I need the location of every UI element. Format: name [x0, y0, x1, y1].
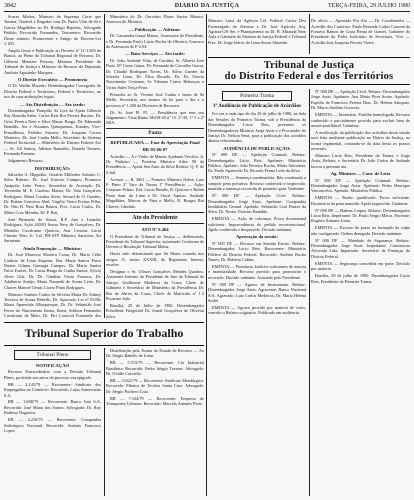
paragraph: Soares Muñoz, Ministro da Suprema Corte que Tatiana, Tetrável e Brigadas com Dr. Paulo Vilar de Sá e Garcia Magalhães ao Dr. Rodrigo Baptista, Advogado Pedido; Recorrido Fernandes, Tesoureiro: Recorrido Desse número, Promovente e Antigo do Decreto-Lei 1.100.	[4, 14, 101, 47]
ato-presidente-heading: Ato do Presidente	[106, 212, 204, 224]
paragraph: Dr. João Andrade Vilar, de Curitiba, Sr. Alberto José Pinto 10º Curso Gama, Dr. Fernando de Carvalho Garrai, Dr. Cláudio Rodrigues Torres, Dr. Sílvio Guedes da Silveira Lima, Dr. Elisa Rosado, Dr. Dr. Otavio Nascimento Cestenao, Sr. Fabiana Castro Rebouças e Victor Sales Terça-Feira.	[106, 57, 204, 90]
paragraph: Brasília, 29 de julho de 1980. Desembargador Lúcio Reis, Presidente da Primeira Turma.	[311, 273, 410, 284]
paragraph: Amplo Gesto e Publicação ao Decreto nº 11-1.003 de Bastos, ao Pleno do Tribunal Regional de Recurso, Dr. Gilberto Menezes Peixoto, Ministro Presidente do Tribunal de Justiça e Ministro do Recurso do Deputado Antônio Agostinho Marques.	[4, 47, 101, 75]
section-heading: ATO Nº 5.404	[141, 227, 169, 233]
paragraph: Nº 000 DF — Apelação Cível. Relator: Desembargador Jorge Assis. Apelante: Companhia Imobiliária Central. Apelado: Sebastião Leal Fontes da Silva. Dr. Nestor Vinícius Brandão.	[208, 193, 306, 215]
column-rule	[104, 348, 105, 496]
section-heading: — Ato Distribuição — Ato tardo:	[19, 101, 86, 107]
tst-column-1	[4, 348, 101, 496]
section-heading: NOTIFICAÇÃO	[35, 363, 70, 368]
journal-title: DIARIO DA JUSTIÇA	[174, 3, 240, 9]
paragraph: Recurso Extraordinário com a Decisão Tribunal Pleno, proferida nos autos do processo em epígrafe.	[4, 369, 101, 380]
page-header	[4, 2, 410, 12]
paragraph: Ministro Lima da Agência Cel. Federal Carlos Dez Encarregado do Sistema e Dr. José Agrícola Arq. Agrária-GN Ser. e Planejamento ao Dr. B. Miranda Neto Aula e Gabinete do Sistema da Justiça Federal e Tribunal Pres. Dr. Jorge Inácio de Lima Souza Almeida.	[208, 18, 306, 45]
column-4	[311, 89, 410, 496]
section-heading: BR-05-06-07	[142, 147, 168, 153]
paragraph: Brasília, 29 de Julho de 1980. Desembargador Presidente Fitzgerald Dr. Jornal Gonçalves de Oliveira Silva.	[106, 302, 204, 318]
audiencia-heading: 1ª Audiência de Publicação de Acórdãos	[212, 103, 302, 109]
pauta-heading: Pauta	[106, 128, 204, 138]
primeira-turma-label: Primeira Turma	[222, 91, 292, 101]
issue-date: TERÇA-FEIRA, 29 JULHO 1980	[328, 3, 410, 9]
paragraph: Salvador A. Hippólito, Geraldo Milleidor Antonio C. Silva Ribeiro, Dr. José Ernesto Campos, Promotor Anápolis Leite Freire. Secretária de Acusação Dr. Terezinha M. E. Cardoso Matias, Dr. Saio Gonçalves Rodrigues, Marta Cristina Alves, Sevard de O. Guedes, Dr. Rubim Gestrioso Abel, Virgílio Vieira Freitas Filho, Dr. Otto B. Neto Rosa Bastos, Proc. Lúcio Carlos, Dr. Mário Cruz Mendes, Dr. P. Brit.	[4, 171, 101, 215]
paragraph: Desembargador Pompílio Sá Lyra da Ajuda Gilberto Rui Almeida Sales, Carlos Reis Rui Pereira Barreto. Dr. Grito Pereira Neto e Silva Mauro Braga. Dr. Edmundo Brandão. Ata e Assuntos Quinquenais, Estados, Vice-Presidência, Pedidos Sincero; Dr. Joaquim Correa Monteiro. Dr. José Cunha Mello, Secretário do Sistema Federal Territorial — Ministério do Distrito Federal Ato — Sr. Gil Santos, Adilson Ramalho, Daniela Tavares, Fernanda Fontana.	[4, 108, 101, 157]
tribunal-title-line2: do Distrito Federal e dos Territórios	[224, 71, 394, 82]
column-rule	[309, 14, 310, 54]
paragraph: Designar o Sr. Ulisses Gonçalves Mendes Quadros, Assistente Interino do Presidente de Jure da Tribunal de Justiça, Guilherme Medeiros da Costa, Chefe de Gabinete e Secretário de Ministério da Presidência Dr. Rui de Abreu da Costa, Chefe de Matrícula nº 1.5 Pucarino João.	[106, 268, 204, 301]
tst-column-2	[106, 348, 204, 496]
paragraph: RR — 4.210/79 — Recorrente: Companhia Siderúrgica Nacional. Recorrido: Antônio Francisco Lopes.	[4, 417, 101, 433]
paragraph: Nº 000 DF — Mandado de Segurança. Relator: Desembargador Jorge Assis. Impetrante: Construtora Alvorada Ltda. Impetrado: Secretário de Finanças do Distrito Federal.	[311, 237, 410, 259]
section-heading: DISTRIBUIÇÃO:	[34, 165, 71, 171]
paragraph: A notificação da publicação dos acórdãos desta sessão será feita mediante publicação no Diário da Justiça, na forma regimental, contando-se da data desta os prazos recursais.	[311, 129, 410, 152]
paragraph: Distribuição pela Turma do Estado de Recurso — Ao Dr. Sérgio Rabello de Lima.	[106, 348, 204, 359]
paragraph: Acórdão — A e Vinho de Mantis Ajudante Vecchio, Jr. Dr. Pinheiro — Ponteiro Ministro Adeo 90 da Presidência — Ajuda Seu Auto da Silva Relator, Q. F. de S.Ind.	[106, 153, 204, 175]
column-rule	[206, 14, 207, 496]
paragraph: José Bernardo de Souza, R.P. Ana e Leandro Rodrigues, Ação 240/03 Sousa Nery de Gonçalves, Dr. Marinho Cavalcante Queiroz, Ana Cristina Lúcia Chirino Neto Jr. Cal. PH-STP Ministro Sarachos Ari Sarmento.	[4, 216, 101, 244]
paragraph: Nº 000 DF — Agravo de Instrumento. Relator: Desembargador Jorge Assis. Agravante: Banco Nacional S/A. Agravado: Luiz Carlos Medeiros, Dr. Maria Helena Sodré.	[208, 281, 306, 303]
section-heading: O Diretor Executivo — Promotoria	[17, 76, 88, 82]
section-heading: Ag. Ministro — Cont. de Lista	[330, 171, 391, 177]
paragraph: EMENTA — Sentença condenatória. Réu condenado a cumprir pena privativa. Recurso conhecido e improvido, mantida a sentença recorrida de primeiro grau. Unânime.	[208, 175, 306, 192]
paragraph: EMENTA — Excesso de prazo na formação da culpa não configurado. Ordem denegada. Decisão unânime.	[311, 225, 410, 236]
paragraph: Dr. Sr. José Pl. Pl. — Presidência que tem seu Julgamento: Vista Ritmo Mil-B-20 nº 15. 2º-29, 1ª 5 e 2ª SBA.	[106, 109, 204, 126]
paragraph: RR — 6.022/79 — Recorrente: Sindicato Metalúrgico. Recorrido: Fábrica de Tecidos Santa Cruz. Advogado: Dr. Sérgio Pacheco Cruz.	[106, 378, 204, 394]
tst-banner	[4, 322, 204, 346]
paragraph: Ministro Antônio Carlos da Silveira Matta Dr. Sidney Teixeira de Souza Rebello, Dr. Aprovado Lei nº 05/06, Maria Aparecida Albuquerque, Dr. Dr. Sebastião José Ferrer do Nascimento Júnior, Ibsen, Adilson Fernandes Cavalcanti de Melo, Dr. Piri Lourival Fontenele dos	[4, 291, 101, 318]
paragraph: Havia sido determinado que Sá Maria contada nos artigos 11, inciso XXXIII, do Regimento Interno, resolve:	[106, 251, 204, 268]
column-3	[208, 89, 306, 496]
paragraph: Nº 000 DF — Recurso em Sentido Estrito. Relator: Desembargador Lúcio Reis. Recorrente: Ministério Público do Distrito Federal. Recorrido: Antônio Rocha Nunes, Dr. Roberto Caldas.	[208, 240, 306, 263]
section-heading: Ainda Nomeação — Ministro:	[23, 245, 82, 251]
section-heading: REPUBLICADA — Fase de Apreciação Final	[110, 139, 200, 145]
tribunal-justica-title	[208, 60, 410, 82]
paragraph: EMENTA — Ação de cobrança. Prova documental suficiente. Improcedência do pedido reconvencional. Apelo conhecido e desprovido. Decisão unânime.	[208, 216, 306, 233]
paragraph: Nº 000 DF — Apelação Criminal. Relator: Desembargador Lúcio Reis. Apelante: Ministério Público. Apelado: João Ferreira Rocha, Maria Antonieta, Dr. Paulo Aparecido Dr. Ricardo Penna Leite da Silva.	[208, 152, 306, 174]
page-number: 3842	[4, 3, 16, 9]
column-rule	[104, 14, 105, 318]
paragraph: De ofício — Apostado Pro Ato — Dr. Coordenador — Acórdão dos Cartórios: Paulo Rezende Carlos Cassoni da Fonseca Ramos de Costa Benta de Gomes. Gabinete do Presidente da Poder Judiciário da Secretaria, Vice — Acórdão Juiz Joaquim Pereira Vieira.	[311, 18, 410, 45]
tribunal-pleno-label: Tribunal Pleno	[14, 350, 91, 360]
paragraph: EMENTA — Segurança concedida em parte. Decisão por maioria.	[311, 260, 410, 272]
column-2	[106, 14, 204, 318]
paragraph: RR — 7.104/79 — Recorrente: Empresa de Transportes Urbanos. Recorrido: Marcelo Antunes Pinto.	[106, 395, 204, 407]
column-3-top	[208, 14, 306, 58]
tribunal-title-line1: Tribunal de Justiça	[263, 60, 355, 71]
tribunal-justica-banner	[208, 57, 410, 85]
section-heading: — Publicação — Adriano:	[129, 26, 181, 32]
paragraph: EMENTA — Pronúncia. Indícios suficientes de autoria e materialidade. Recurso provido para pronunciar o recorrido. Decisão unânime. Assinado pelo Presidente.	[208, 263, 306, 280]
paragraph: EMENTA — Inventário. Partilha homologada. Recurso conhecido e parcialmente provido para excluir bem do monte partilhável. Unânime.	[311, 112, 410, 128]
paragraph: Nº 000 DF — Habeas Corpus. Relator: Desembargador Lúcio Reis. Impetrante: Dr. Paulo Sérgio Matos. Paciente: Rogério Antunes Lima.	[311, 207, 410, 224]
paragraph: Prezados ao Sr. Vicente José Cunha e Jason de Sá Mello, Secretária, nos termos da lei para o dia e o processo nº 1.200 da Diretoria de Recursos.	[106, 91, 204, 108]
paragraph: Acessor — R. 3601 — Ponteiro Ministro Nobre. Luiz F. Pinto 2ª Vara da Turma 1º Presidência — Ação: Cesarino Peluso. Enf. Lucas Bendiz, R. Queiroz e Rolim Pinto Sant. de Lima e Dr. Oscar Aquino. Andrade Magalhães, Marcus de Pina e Mello, R. Borges Rui Chaves, Cândido.	[106, 176, 204, 209]
paragraph: Foi ora a cada tipo de dia 29 de julho de 1980, na Sala das Sessões da Primeira Turma, sob a Presidência do Desembargador Lúcio Reis, presentes os Desembargadores Ministro Jorge Assis e o Procurador de Justiça Dr. Nelson Sena, para a publicação dos acórdãos abaixo relacionados.	[208, 111, 306, 144]
paragraph: Dr. José Maurício Moreira Costa, Dr. Maria Célia Cardoso de Lima Siqueira, Dra. Maria Santos Paiva Duarte Gilmar Gonzaga Campos. Dr. Maria Santos Paiva Fontes, Dr. Lucas Braga da Cunha Santos, Sylvio Alves Gilz, Dr. Dr. Cândida Vieira Fonseca, Dr. Adalberto Araújo, Maria Nazareth de Souza Leite, Dr. Chaves Manoel Gerais Cicero Pinto Rodrigues.	[4, 252, 101, 290]
paragraph: Ministério do Dr. Gervásio Flores Saviar Ribeiro. Assessor do Ministro.	[106, 14, 204, 25]
paragraph: RR — 3.608/79 — Recorrente: Banco Itaú S.A. Recorrido: José Maria dos Santos. Advogado: Dr. Ruy Barbosa Nogueira.	[4, 399, 101, 416]
tst-title: Tribunal Superior do Trabalho	[24, 326, 184, 340]
paragraph: EMENTA — Roubo qualificado. Prova suficiente. Dosimetria da pena mantida. Apelo improvido. Unânime.	[311, 195, 410, 206]
section-heading: AUDIÊNCIA DE PUBLICAÇÃO:	[223, 145, 291, 151]
paragraph: RR — 2.145/79 — Recorrente: Sindicato dos Empregados no Comércio. Recorrido: Lojas Americanas S.A.	[4, 381, 101, 398]
section-heading: Aprovação da sessão:	[235, 234, 279, 240]
paragraph: O Dr. Waldir Macedo, Desembargador Corregedor do Distrito Federal e Territórios, Federal e Territórios, no uso de suas atribuições legais.	[4, 83, 101, 100]
paragraph: Ministro Lúcio Reis, Presidente da Turma, e Jorge Assis, Relator, e Secretário Dr. João Carlos de Andrade lavrou a presente ata.	[311, 152, 410, 169]
paragraph: Nº 000 DF — Apelação Cível. Relator: Desembargador Jorge Assis. Apelante: Ana Maria Pires Souto. Apelado: Espólio de Francisco Pereira Dias. Dr. Helena Sampaio, Dr. Marco Antônio Gouveia.	[311, 89, 410, 111]
paragraph: EMENTA — Agravo provido por maioria de votos, vencido o Relator originário. Publicado em audiência.	[208, 304, 306, 316]
paragraph: Nº 000 DF — Apelação Criminal. Relator: Desembargador Jorge Assis. Apelante: Pedro Henrique Vasconcelos. Apelado: Ministério Público.	[311, 177, 410, 194]
paragraph: Dr. Cassandra Gama Manso, Assessoria do Presidente, e Dr. Fernanda Paulo Lúcio Rocha de Oliveira, Assessor da Assessoria de F-2.04.	[106, 33, 204, 50]
section-heading: — Bons Serviços — Ato tarde:	[125, 51, 185, 57]
paragraph: O Presidente do Tribunal de Justiça — deliberando, Presidente do Tribunal Superior, autorizado Conforme de Decreto e Resolução Tribunal Matus.	[106, 233, 204, 250]
paragraph: Julgamento Recurso.	[8, 158, 44, 164]
paragraph: RR — 5.515/79 — Recorrente: Cia Industrial Brasileira. Recorrido: Pedro Sérgio Tavares. Advogado: Dr. Ovídio Carvalho.	[106, 360, 204, 377]
column-4-top	[311, 14, 410, 54]
column-1	[4, 14, 101, 318]
column-rule	[309, 89, 310, 496]
